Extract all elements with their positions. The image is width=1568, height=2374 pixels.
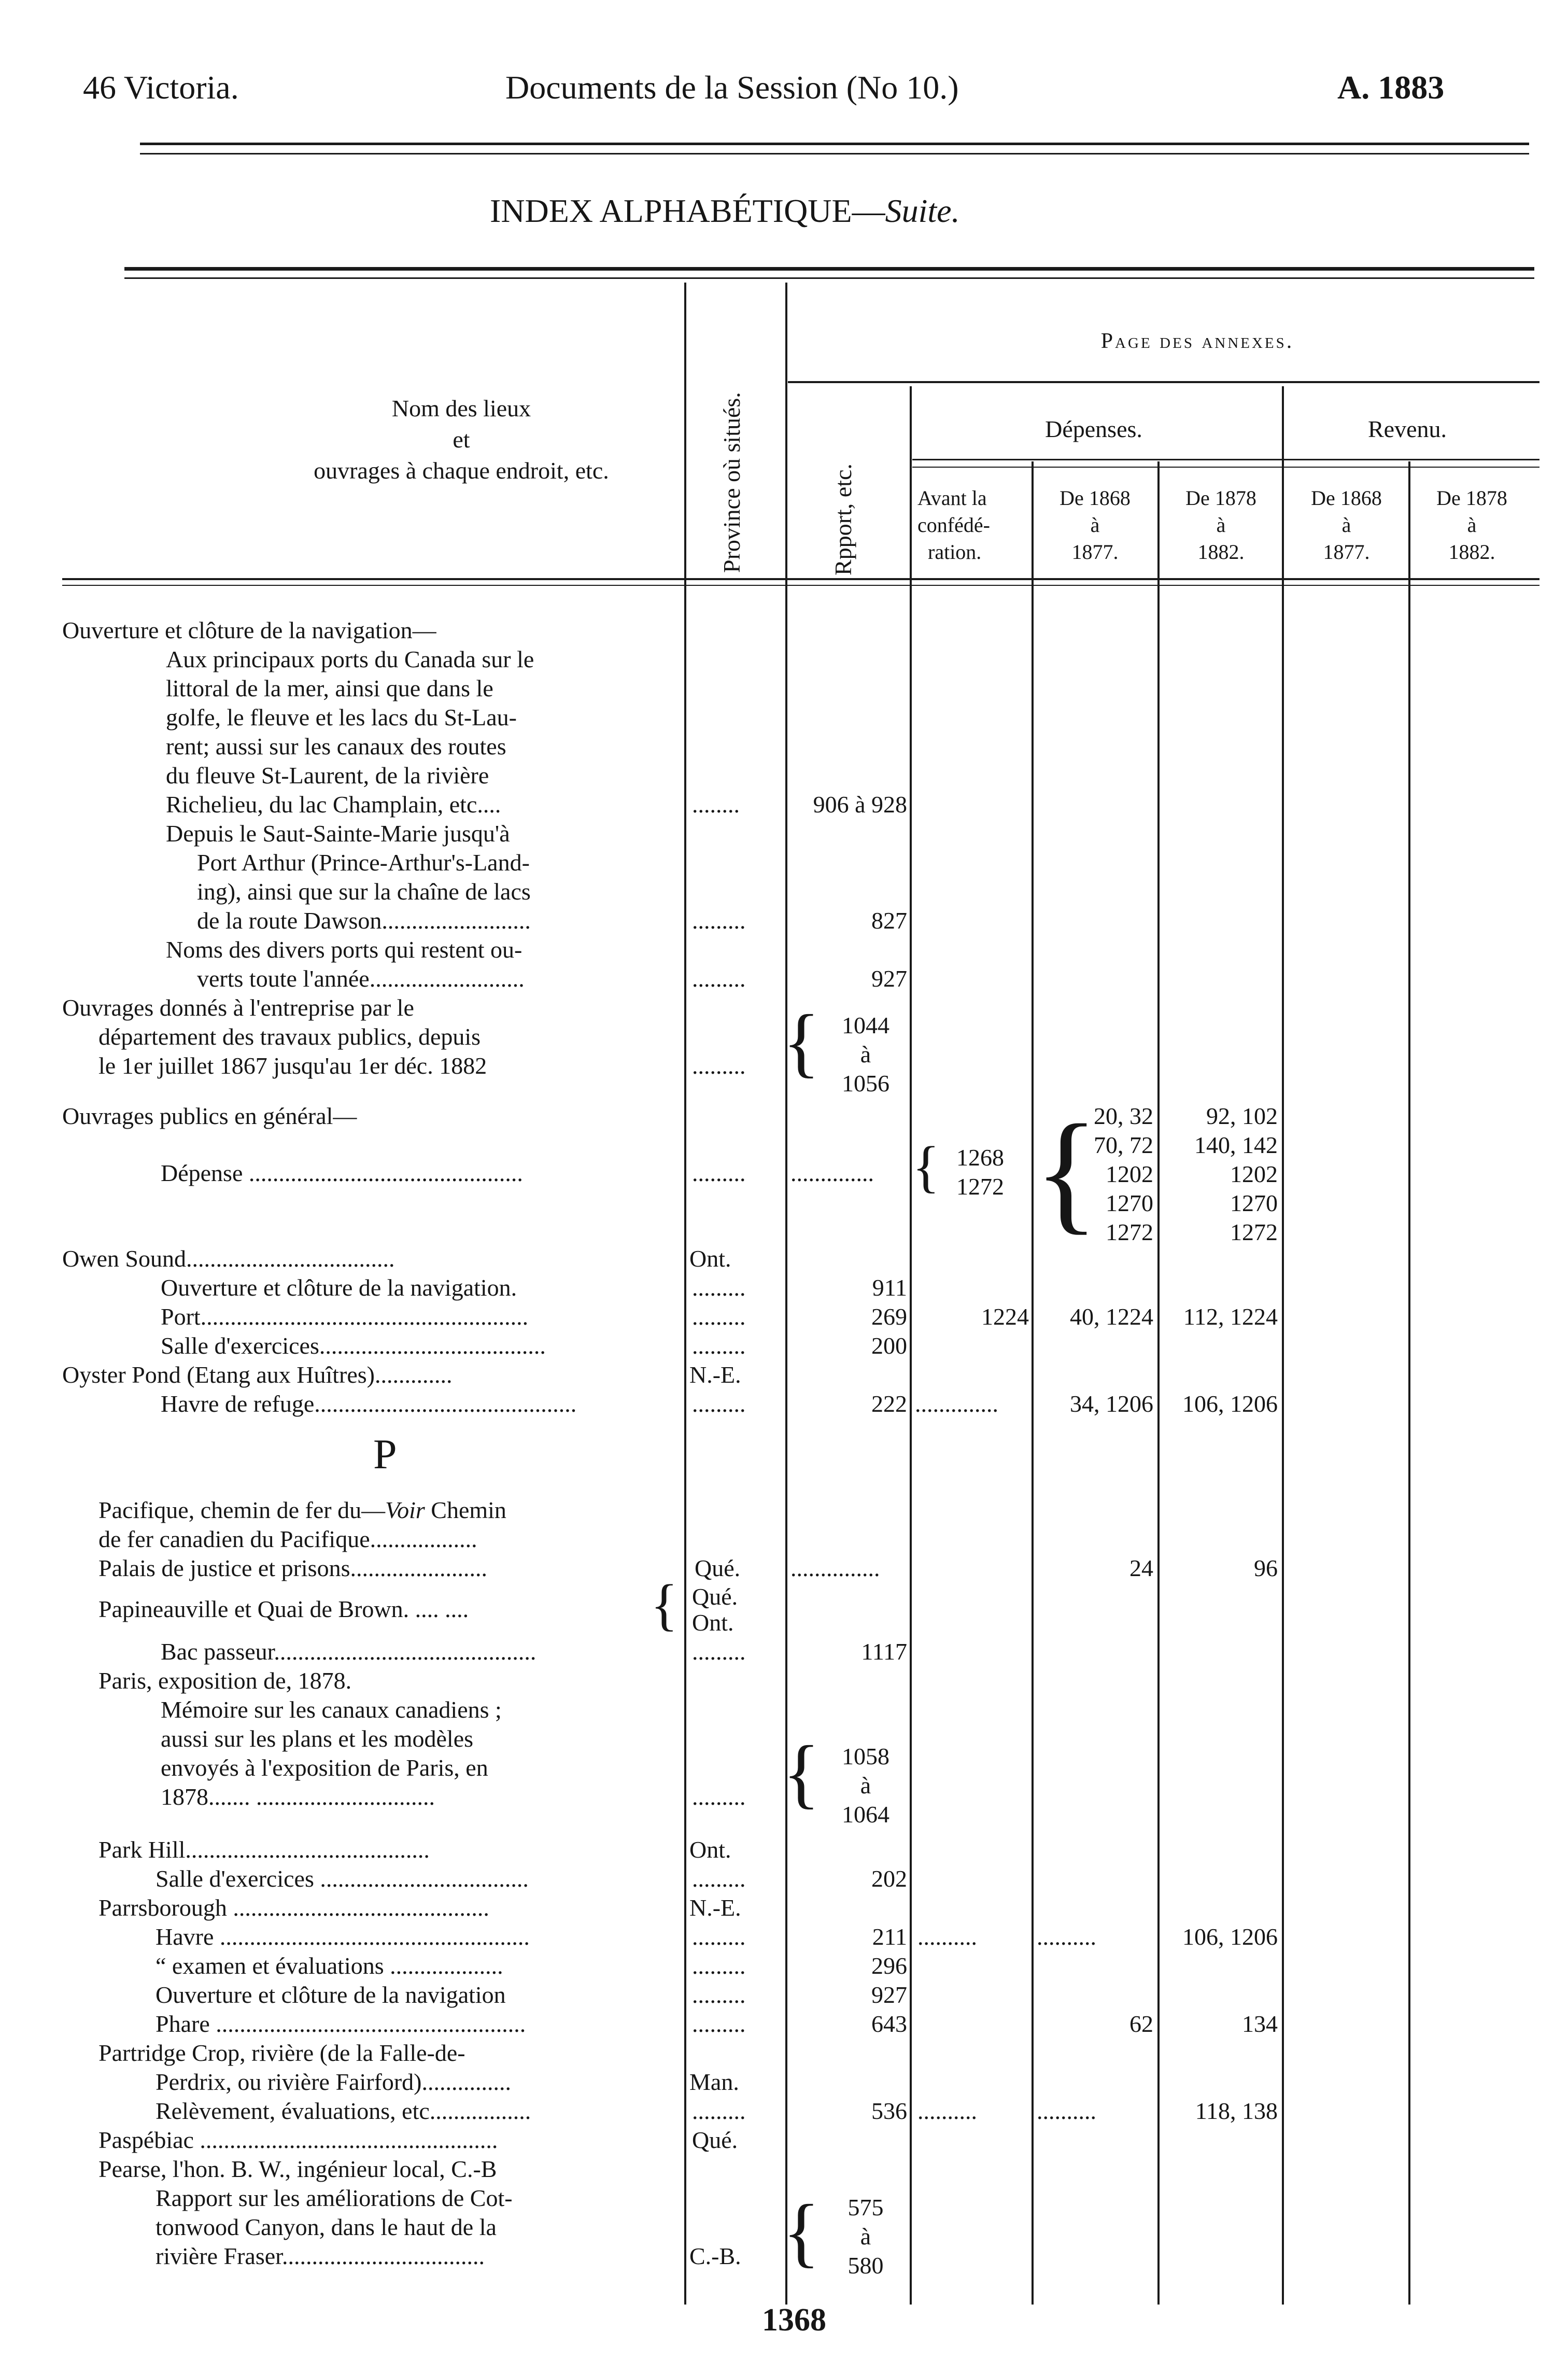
depense-1878-value: 1270 — [1230, 1190, 1278, 1216]
depense-1868-value: 24 — [1129, 1555, 1153, 1581]
leader-dots: ......... — [692, 2098, 746, 2124]
headers-bottom-rule — [62, 578, 1539, 580]
entry-ouverture-text: golfe, le fleuve et les lacs du St-Lau- — [166, 704, 517, 731]
rapport-value: 1058 — [842, 1743, 889, 1769]
col-header-name-2: et — [453, 426, 470, 453]
leader-dots: ......... — [692, 1783, 746, 1810]
entry-sub-item: Port....................................................... — [161, 1303, 529, 1330]
entry-ouverture-text: Depuis le Saut-Sainte-Marie jusqu'à — [166, 820, 510, 847]
entry-pearse-text: tonwood Canyon, dans le haut de la — [156, 2214, 497, 2240]
leader-dots: ............... — [790, 1555, 880, 1581]
entry-paris-text: Mémoire sur les canaux canadiens ; — [161, 1696, 502, 1723]
province-value: C.-B. — [689, 2243, 741, 2269]
depense-1878-value: 140, 142 — [1194, 1132, 1278, 1158]
avant-value: 1272 — [956, 1173, 1004, 1200]
entry-pacifique-text: Pacifique, chemin de fer du— — [98, 1497, 386, 1523]
brace-glyph: { — [651, 1573, 678, 1636]
leader-dots: ........ — [692, 791, 740, 818]
entry-partridge-crop: Partridge Crop, rivière (de la Falle-de- — [98, 2040, 465, 2066]
rapport-value: 927 — [871, 965, 907, 992]
col-r1868-2: à — [1341, 513, 1351, 537]
entry-ouvrages-donnes: Ouvrages donnés à l'entreprise par le — [62, 994, 414, 1021]
entry-ouvrages-donnes-text: le 1er juillet 1867 jusqu'au 1er déc. 1882 — [98, 1052, 487, 1079]
entry-ouverture-text: Aux principaux ports du Canada sur le — [166, 646, 534, 672]
entry-ouverture-text: du fleuve St-Laurent, de la rivière — [166, 762, 489, 789]
col-r1878-3: 1882. — [1448, 540, 1495, 564]
col-header-province: Province où situés. — [718, 392, 745, 573]
rapport-value: 643 — [871, 2011, 907, 2037]
province-value: N.-E. — [689, 1894, 741, 1921]
entry-ouvrages-donnes-text: département des travaux publics, depuis — [98, 1023, 481, 1050]
col-d1868-3: 1877. — [1071, 540, 1119, 564]
province-value: Man. — [689, 2069, 739, 2095]
depense-1868-value: 1270 — [1106, 1190, 1153, 1216]
col-header-name-1: Nom des lieux — [391, 395, 531, 422]
rapport-value: 1117 — [861, 1638, 907, 1665]
col-avant-3: ration. — [928, 540, 982, 564]
title-rule-thin — [124, 277, 1534, 279]
entry-paris-text: 1878....... .............................. — [161, 1783, 435, 1810]
entry-sub-item: Ouverture et clôture de la navigation — [156, 1982, 506, 2008]
col-r1878-2: à — [1467, 513, 1477, 537]
rapport-value: 1064 — [842, 1801, 889, 1828]
entry-papineauville: Papineauville et Quai de Brown. .... .... — [98, 1596, 469, 1622]
depense-1868-value: 70, 72 — [1094, 1132, 1153, 1158]
rapport-value: 827 — [871, 907, 907, 934]
entry-depense: Dépense .............................................. — [161, 1160, 523, 1186]
col-avant-1: Avant la — [917, 486, 987, 510]
headers-bottom-rule-2 — [62, 585, 1539, 586]
col-line-1 — [684, 283, 686, 2305]
col-d1868-1: De 1868 — [1060, 486, 1131, 510]
depense-1878-value: 112, 1224 — [1183, 1303, 1278, 1330]
entry-sub-item: Salle d'exercices...................................... — [161, 1332, 546, 1359]
entry-ouverture-text: verts toute l'année.......................... — [197, 965, 525, 992]
section-letter: P — [373, 1430, 397, 1478]
header-session-year: 46 Victoria. — [83, 69, 239, 106]
subheader-rule-2 — [912, 467, 1539, 468]
entry-sub-item: Ouverture et clôture de la navigation. — [161, 1274, 517, 1301]
rapport-value: 927 — [871, 1982, 907, 2008]
col-line-3 — [910, 386, 912, 2305]
brace-glyph: { — [783, 999, 820, 1085]
leader-dots: ......... — [692, 2011, 746, 2037]
col-r1878-1: De 1878 — [1436, 486, 1507, 510]
leader-dots: ......... — [692, 907, 746, 934]
page-title-main: INDEX ALPHABÉTIQUE— — [490, 192, 885, 229]
rapport-value: 575 — [847, 2194, 884, 2221]
col-line-7 — [1408, 461, 1410, 2305]
rapport-value: 1044 — [842, 1012, 889, 1038]
entry-oyster-pond: Oyster Pond (Etang aux Huîtres)............. — [62, 1361, 453, 1388]
entry-parrsborough: Parrsborough ........................................... — [98, 1894, 489, 1921]
rapport-value: 536 — [871, 2098, 907, 2124]
entry-pacifique-text: de fer canadien du Pacifique.................. — [98, 1526, 477, 1552]
entry-sub-item: Salle d'exercices ................................... — [156, 1865, 529, 1892]
entry-ouverture-text: littoral de la mer, ainsi que dans le — [166, 675, 493, 701]
leader-dots: ......... — [692, 965, 746, 992]
depense-1868-value: 1202 — [1106, 1161, 1153, 1187]
col-header-name-3: ouvrages à chaque endroit, etc. — [314, 457, 609, 484]
depense-1868-value: 34, 1206 — [1070, 1390, 1153, 1417]
rapport-value: 911 — [872, 1274, 907, 1301]
rapport-value: 906 à 928 — [813, 791, 907, 818]
rapport-value: 222 — [871, 1390, 907, 1417]
col-r1868-1: De 1868 — [1311, 486, 1382, 510]
brace-glyph: { — [912, 1135, 940, 1198]
leader-dots: ......... — [692, 1923, 746, 1950]
entry-paris: Paris, exposition de, 1878. — [98, 1667, 352, 1694]
leader-dots: ......... — [692, 1332, 746, 1359]
leader-dots: ......... — [692, 1982, 746, 2008]
entry-sub-item: Phare .................................................... — [156, 2011, 526, 2037]
rapport-value: 200 — [871, 1332, 907, 1359]
entry-ouverture-text: rent; aussi sur les canaux des routes — [166, 733, 506, 760]
rapport-value: à — [860, 1772, 871, 1799]
col-header-rapport: Rpport, etc. — [830, 463, 856, 575]
rapport-value: 202 — [871, 1865, 907, 1892]
leader-dots: .......... — [1037, 1923, 1096, 1950]
depense-1878-value: 1272 — [1230, 1219, 1278, 1245]
col-line-5 — [1157, 461, 1160, 2305]
rapport-value: 580 — [847, 2252, 884, 2279]
province-value: Qué. — [692, 1583, 738, 1610]
header-rule-bottom — [140, 153, 1529, 154]
col-header-revenu: Revenu. — [1367, 416, 1447, 442]
page-number: 1368 — [762, 2302, 826, 2338]
col-d1868-2: à — [1090, 513, 1100, 537]
header-rule-top — [140, 143, 1529, 145]
entry-pearse-text: rivière Fraser.................................. — [156, 2243, 485, 2269]
depense-1878-value: 106, 1206 — [1182, 1390, 1278, 1417]
col-d1878-2: à — [1216, 513, 1226, 537]
rapport-value: 269 — [871, 1303, 907, 1330]
avant-value: 1268 — [956, 1144, 1004, 1171]
entry-partridge-text: Perdrix, ou rivière Fairford)............... — [156, 2069, 512, 2095]
col-avant-2: confédé- — [917, 513, 990, 537]
leader-dots: .......... — [917, 2098, 977, 2124]
entry-ouverture-text: Port Arthur (Prince-Arthur's-Land- — [197, 849, 530, 876]
entry-owen-sound: Owen Sound................................... — [62, 1245, 395, 1272]
entry-pearse: Pearse, l'hon. B. W., ingénieur local, C.-B — [98, 2156, 497, 2182]
col-d1878-1: De 1878 — [1185, 486, 1256, 510]
col-header-depenses: Dépenses. — [1045, 416, 1142, 442]
entry-pacifique — [98, 1496, 506, 1525]
province-value: Qué. — [695, 1555, 741, 1581]
entry-paspebiac: Paspébiac .................................................. — [98, 2127, 498, 2153]
entry-sub-item: Relèvement, évaluations, etc................. — [156, 2098, 531, 2124]
leader-dots: ......... — [692, 1390, 746, 1417]
col-line-4 — [1032, 461, 1034, 2305]
leader-dots: .......... — [1037, 2098, 1096, 2124]
depense-1878-value: 118, 138 — [1195, 2098, 1278, 2124]
depense-1878-value: 96 — [1254, 1555, 1278, 1581]
entry-pearse-text: Rapport sur les améliorations de Cot- — [156, 2185, 513, 2211]
entry-palais: Palais de justice et prisons....................... — [98, 1555, 487, 1581]
entry-pacifique-voir: Voir — [385, 1497, 425, 1523]
province-value: N.-E. — [689, 1361, 741, 1388]
province-value: Ont. — [689, 1245, 731, 1272]
entry-ouverture-text: ing), ainsi que sur la chaîne de lacs — [197, 878, 531, 905]
depense-1868-value: 1272 — [1106, 1219, 1153, 1245]
depense-1878-value: 134 — [1242, 2011, 1278, 2037]
depense-1878-value: 1202 — [1230, 1161, 1278, 1187]
col-header-annexes: Page des annexes. — [1100, 329, 1294, 353]
leader-dots: .............. — [790, 1160, 874, 1186]
depense-1868-value: 20, 32 — [1094, 1103, 1153, 1129]
province-value: Ont. — [692, 1609, 734, 1636]
entry-park-hill: Park Hill......................................... — [98, 1836, 430, 1863]
leader-dots: ......... — [692, 1865, 746, 1892]
entry-sub-item: “ examen et évaluations ................... — [156, 1952, 503, 1979]
rapport-value: 1056 — [842, 1070, 889, 1097]
depense-1878-value: 92, 102 — [1206, 1103, 1278, 1129]
leader-dots: ......... — [692, 1274, 746, 1301]
leader-dots: ......... — [692, 1052, 746, 1079]
entry-pacifique-end: Chemin — [431, 1497, 506, 1523]
header-document-title: Documents de la Session (No 10.) — [505, 69, 959, 106]
brace-glyph: { — [783, 1730, 820, 1816]
leader-dots: ......... — [692, 1638, 746, 1665]
entry-paris-text: envoyés à l'exposition de Paris, en — [161, 1754, 488, 1781]
depense-1868-value: 40, 1224 — [1070, 1303, 1153, 1330]
depense-1878-value: 106, 1206 — [1182, 1923, 1278, 1950]
brace-glyph: { — [783, 2189, 820, 2275]
rapport-value: 296 — [871, 1952, 907, 1979]
rapport-value: 211 — [872, 1923, 907, 1950]
page-title — [490, 192, 960, 230]
province-value: Qué. — [692, 2127, 738, 2153]
entry-paris-text: aussi sur les plans et les modèles — [161, 1725, 474, 1752]
col-r1868-3: 1877. — [1323, 540, 1370, 564]
col-line-6 — [1282, 386, 1284, 2305]
leader-dots: .......... — [917, 1923, 977, 1950]
entry-sub-item: Havre .................................................... — [156, 1923, 530, 1950]
leader-dots: .............. — [915, 1390, 998, 1417]
annexes-rule — [788, 381, 1539, 383]
page-title-suffix: Suite. — [885, 192, 960, 229]
leader-dots: ......... — [692, 1952, 746, 1979]
entry-ouverture-text: Richelieu, du lac Champlain, etc.... — [166, 791, 501, 818]
leader-dots: ......... — [692, 1160, 746, 1186]
entry-ouverture-text: Noms des divers ports qui restent ou- — [166, 936, 522, 963]
entry-ouvrages-publics: Ouvrages publics en général— — [62, 1103, 357, 1129]
entry-sub-item: Havre de refuge............................................ — [161, 1390, 577, 1417]
avant-value: 1224 — [981, 1303, 1029, 1330]
rapport-value: à — [860, 1041, 871, 1067]
leader-dots: ......... — [692, 1303, 746, 1330]
brace-glyph: { — [1034, 1097, 1099, 1246]
subheader-rule — [912, 459, 1539, 460]
rapport-value: à — [860, 2223, 871, 2250]
col-d1878-3: 1882. — [1197, 540, 1245, 564]
depense-1868-value: 62 — [1129, 2011, 1153, 2037]
province-value: Ont. — [689, 1836, 731, 1863]
title-rule-thick — [124, 267, 1534, 271]
entry-ouverture-title: Ouverture et clôture de la navigation— — [62, 617, 436, 643]
entry-ouverture-text: de la route Dawson......................... — [197, 907, 531, 934]
entry-sub-item: Bac passeur............................................ — [161, 1638, 536, 1665]
header-edition: A. 1883 — [1337, 69, 1445, 106]
